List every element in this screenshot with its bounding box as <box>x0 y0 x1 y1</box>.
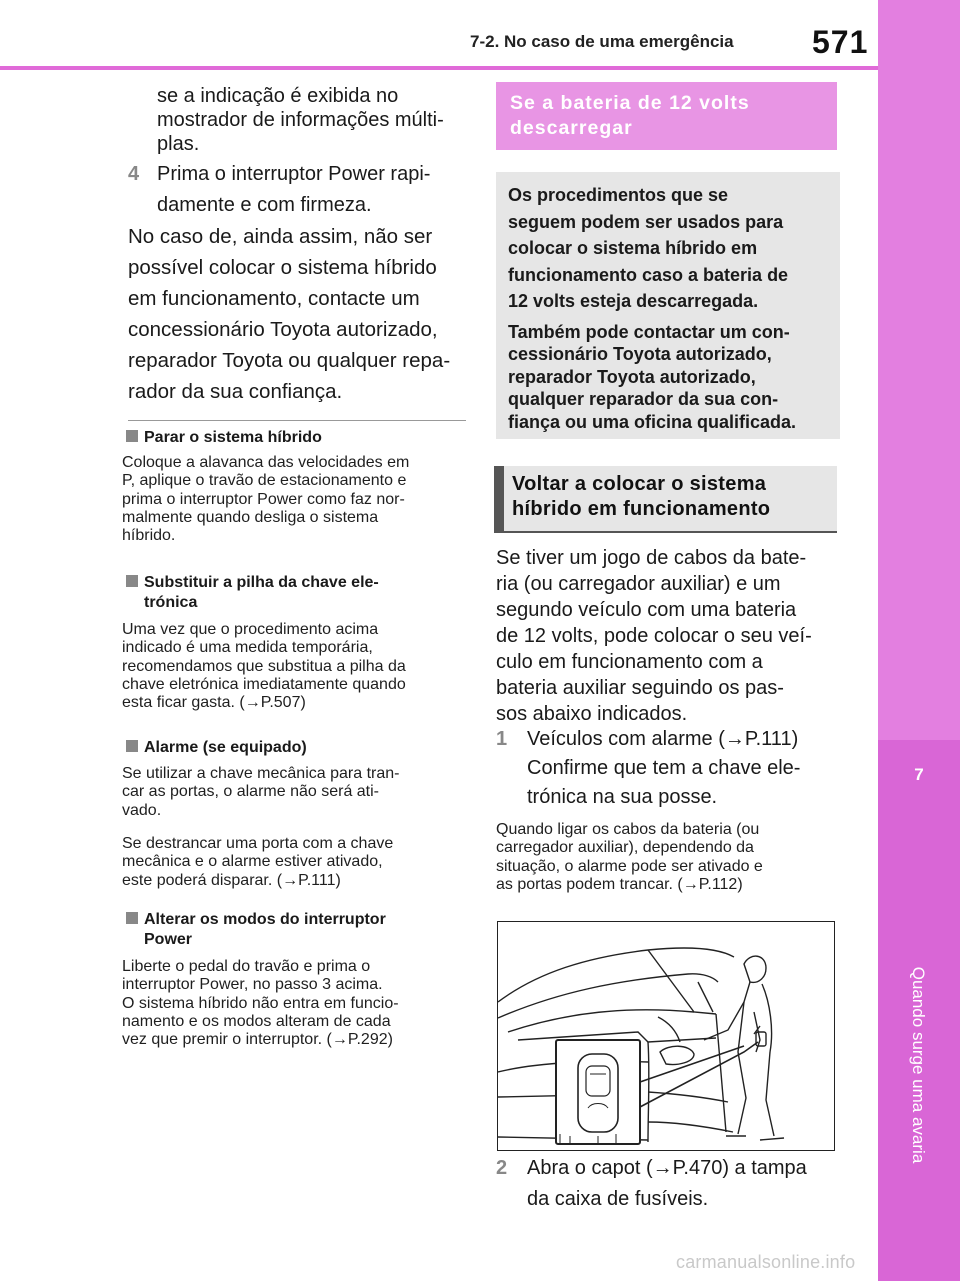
square-bullet-icon <box>126 912 138 924</box>
header-rule <box>0 66 878 70</box>
chapter-number: 7 <box>914 765 924 784</box>
square-bullet-icon <box>126 575 138 587</box>
contact-paragraph: No caso de, ainda assim, não ser possível colocar o sistema híbrido em funcionamento, contacte um concessionário Toyota autorizado, reparador Toyota ou qualquer repa- rador da sua confiança. <box>128 225 451 403</box>
alarm-note: Quando ligar os cabos da bateria (ou carregador auxiliar), dependendo da situação, o alarme pode ser ativado e as portas podem trancar. (→P.112) <box>496 821 763 893</box>
battery-heading: Se a bateria de 12 volts descarregar <box>496 82 837 150</box>
chapter-title: Quando surge uma avaria <box>909 966 928 1164</box>
note-text: Se utilizar a chave mecânica para tran- car as portas, o alarme não será ati- vado. <box>122 765 400 819</box>
watermark: carmanualsonline.info <box>676 1252 856 1272</box>
step-number: 4 <box>128 163 140 185</box>
step-number: 2 <box>496 1157 508 1179</box>
jump-start-paragraph: Se tiver um jogo de cabos da bate- ria (ou carregador auxiliar) e um segundo veículo com uma bateria de 12 volts, pode colocar o seu veí- culo em funcionamento com a bateria auxiliar seguindo os pas- sos abaixo indicados. <box>496 547 812 725</box>
step-2: 2 Abra o capot (→P.470) a tampa da caixa de fusíveis. <box>496 1153 807 1215</box>
step-1: 1 Veículos com alarme (→P.111) Confirme que tem a chave ele- trónica na sua posse. <box>496 725 800 812</box>
note-title: Alarme (se equipado) <box>126 738 307 758</box>
section-divider <box>128 420 466 421</box>
section-title: 7-2. No caso de uma emergência <box>470 32 734 51</box>
intro-text: se a indicação é exibida no mostrador de informações múlti- plas. <box>157 85 444 155</box>
note-title: Substituir a pilha da chave ele- trónica <box>126 573 379 613</box>
note-text: Uma vez que o procedimento acima indicado é uma medida temporária, recomendamos que substitua a pilha da chave eletrónica imediatamente quando esta ficar gasta. (→P.507) <box>122 621 406 712</box>
info-box: Os procedimentos que se seguem podem ser usados para colocar o sistema híbrido em funcionamento caso a bateria de 12 volts esteja descarregada. Também pode contactar um con- cessionário Toyota autorizado, reparador Toyota autorizado, qualquer reparador da sua con- fiança ou uma oficina qualificada. <box>496 172 840 439</box>
note-title: Parar o sistema híbrido <box>126 428 322 448</box>
step-number: 1 <box>496 728 508 750</box>
square-bullet-icon <box>126 430 138 442</box>
car-door-illustration <box>497 921 835 1151</box>
step-4: 4 Prima o interruptor Power rapi- damente e com firmeza. <box>128 159 430 221</box>
page-number: 571 <box>812 24 869 60</box>
note-text: Coloque a alavanca das velocidades em P, aplique o travão de estacionamento e prima o interruptor Power como faz nor- malmente quando desliga o sistema híbrido. <box>122 454 410 545</box>
square-bullet-icon <box>126 740 138 752</box>
restart-heading: Voltar a colocar o sistema híbrido em funcionamento <box>494 466 837 533</box>
note-title: Alterar os modos do interruptor Power <box>126 910 386 950</box>
note-text: Liberte o pedal do travão e prima o interruptor Power, no passo 3 acima. O sistema híbrido não entra em funcio- namento e os modos alteram de cada vez que premir o interruptor. (→P.292) <box>122 958 399 1049</box>
note-text: Se destrancar uma porta com a chave mecânica e o alarme estiver ativado, este poderá disparar. (→P.111) <box>122 835 394 889</box>
